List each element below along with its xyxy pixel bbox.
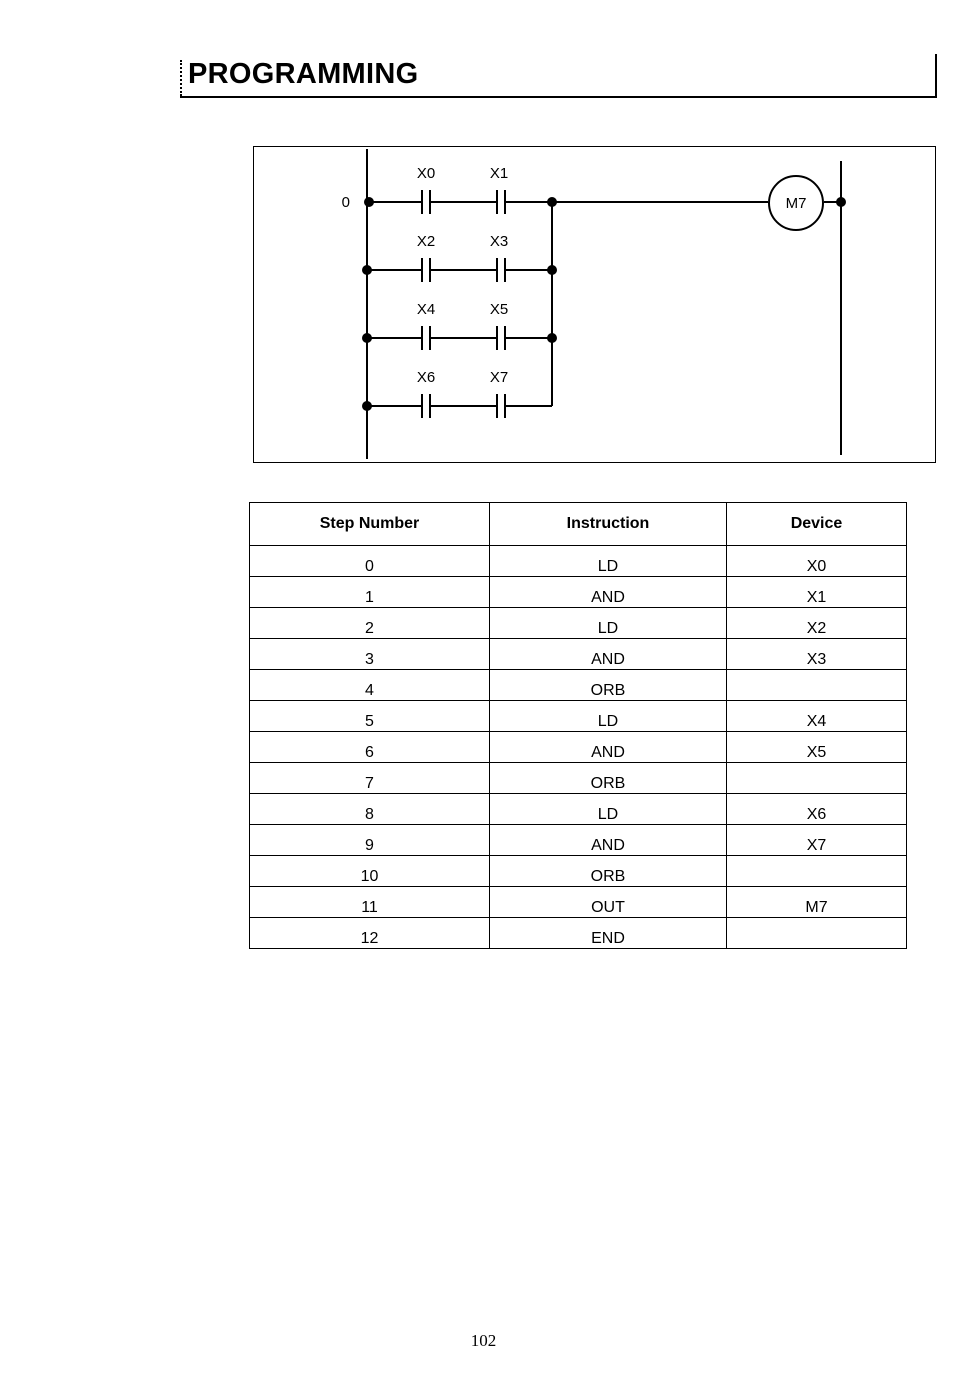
contact-label: X3 [489,233,509,250]
table-row [250,546,907,577]
table-row [250,732,907,763]
cell-step: 11 [250,887,490,918]
contact-label: X7 [489,369,509,386]
junction-dot [362,333,372,343]
junction-dot [547,197,557,207]
cell-device [727,670,907,701]
contact-label: X6 [416,369,436,386]
step-label: 0 [341,194,350,211]
cell-device: X7 [727,825,907,856]
table-row [250,918,907,949]
cell-step: 1 [250,577,490,608]
cell-step: 5 [250,701,490,732]
cell-instruction: LD [490,546,727,577]
cell-step: 4 [250,670,490,701]
junction-dot [362,401,372,411]
cell-instruction: AND [490,577,727,608]
junction-dot [362,265,372,275]
cell-instruction: OUT [490,887,727,918]
contact-label: X2 [416,233,436,250]
rung-3 [367,369,552,418]
table-row [250,825,907,856]
ladder-diagram [253,146,936,463]
table-row [250,608,907,639]
cell-step: 9 [250,825,490,856]
cell-instruction: ORB [490,670,727,701]
header-end-bar [935,54,937,98]
instruction-table [249,502,907,949]
junction-dot [547,333,557,343]
contact-label: X1 [489,165,509,182]
cell-device: X4 [727,701,907,732]
cell-device: X0 [727,546,907,577]
cell-device: X2 [727,608,907,639]
contact-label: X5 [489,301,509,318]
column-header-device: Device [727,503,907,546]
cell-instruction: LD [490,701,727,732]
cell-step: 0 [250,546,490,577]
table-header-row [250,503,907,546]
cell-device: X5 [727,732,907,763]
column-header-instruction: Instruction [490,503,727,546]
cell-instruction: AND [490,732,727,763]
cell-instruction: LD [490,608,727,639]
cell-step: 10 [250,856,490,887]
rung-2 [367,301,552,350]
cell-instruction: ORB [490,856,727,887]
cell-step: 3 [250,639,490,670]
cell-instruction: AND [490,825,727,856]
cell-device: M7 [727,887,907,918]
contact-label: X0 [416,165,436,182]
cell-device: X6 [727,794,907,825]
coil-label: M7 [785,195,807,212]
junction-dot [364,197,374,207]
table-row [250,577,907,608]
margin-mark [180,60,184,96]
cell-step: 7 [250,763,490,794]
rung-0 [367,165,552,214]
table-row [250,856,907,887]
cell-step: 8 [250,794,490,825]
page-number: 102 [470,1331,497,1350]
contact-label: X4 [416,301,436,318]
junction-dot [547,265,557,275]
table-row [250,701,907,732]
cell-device: X1 [727,577,907,608]
table-row [250,794,907,825]
page-header [180,54,937,98]
cell-instruction: LD [490,794,727,825]
cell-step: 2 [250,608,490,639]
cell-instruction: AND [490,639,727,670]
cell-step: 12 [250,918,490,949]
ladder-svg [254,147,937,464]
cell-device [727,918,907,949]
rung-1 [367,233,552,282]
section-title: PROGRAMMING [188,58,419,90]
column-header-step: Step Number [250,503,490,546]
cell-instruction: END [490,918,727,949]
header-rule [180,96,937,98]
table-row [250,763,907,794]
cell-device [727,856,907,887]
cell-step: 6 [250,732,490,763]
cell-device: X3 [727,639,907,670]
junction-dot [836,197,846,207]
cell-device [727,763,907,794]
table-row [250,639,907,670]
cell-instruction: ORB [490,763,727,794]
table-row [250,670,907,701]
table-row [250,887,907,918]
